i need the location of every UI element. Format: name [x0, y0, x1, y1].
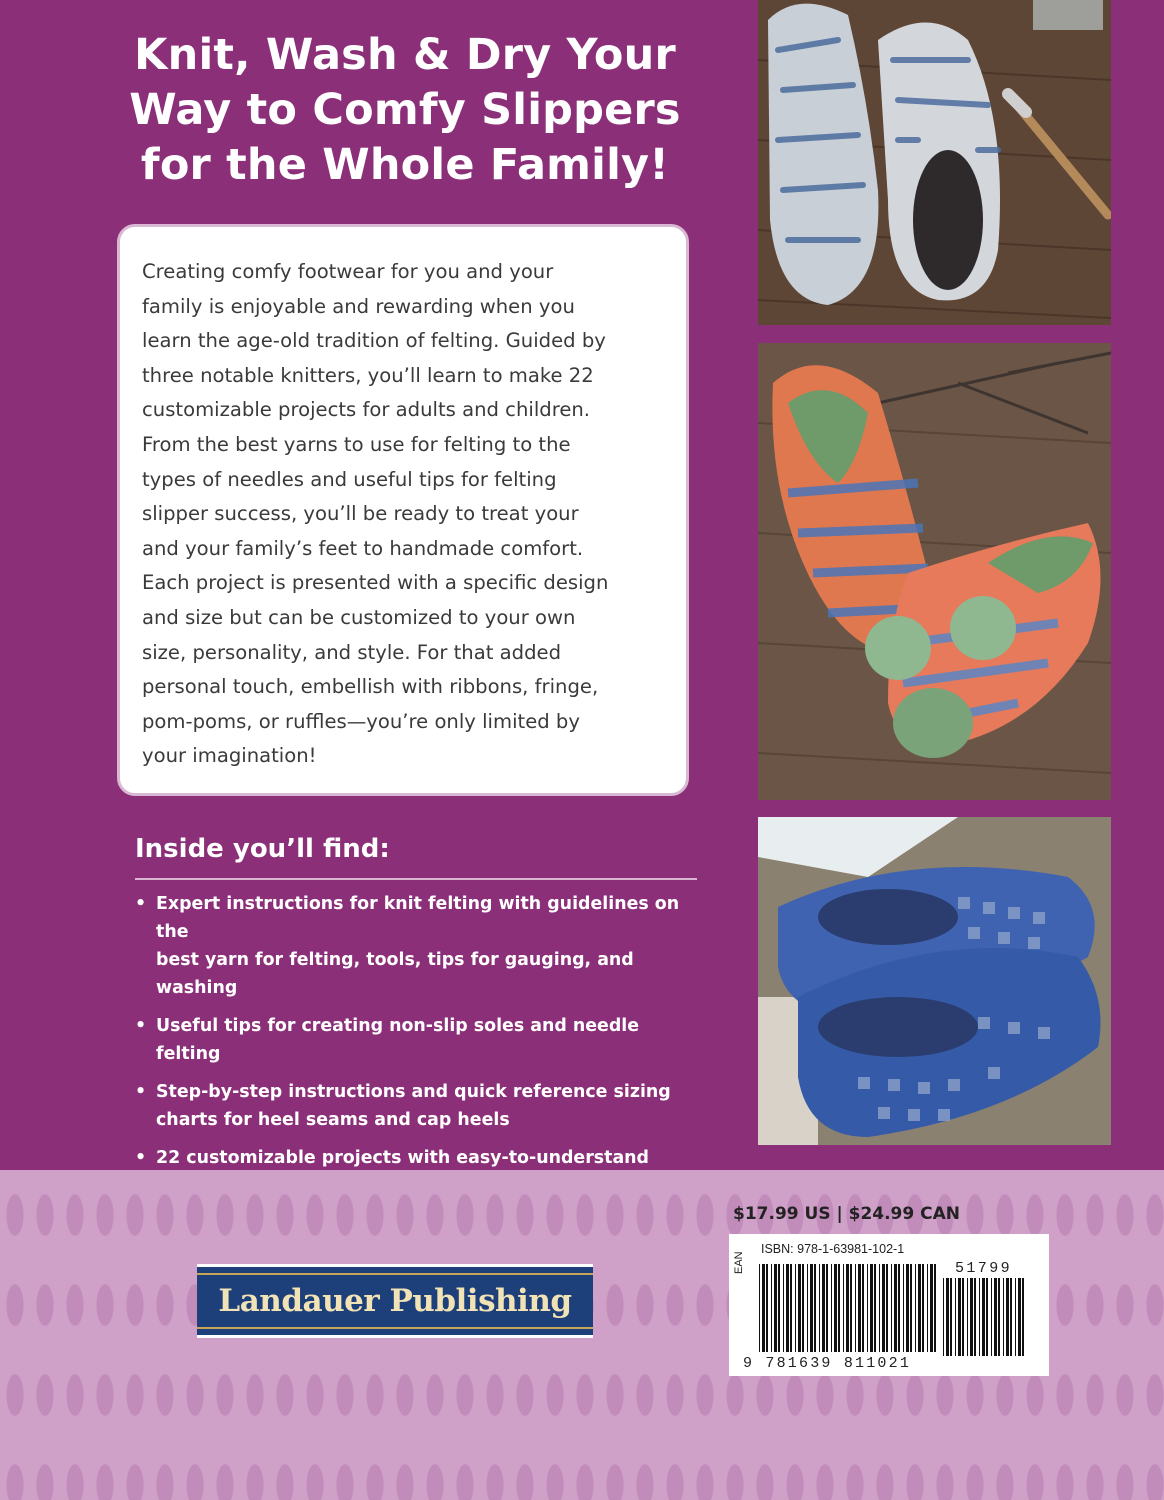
description-line: your imagination! — [142, 744, 317, 768]
feature-line: charts for heel seams and cap heels — [156, 1110, 510, 1130]
publisher-logo-border — [197, 1273, 593, 1329]
headline-line-2: Way to Comfy Slippers — [129, 85, 681, 135]
feature-line: 22 customizable projects with easy-to-understand — [156, 1148, 650, 1168]
feature-item — [135, 890, 705, 1002]
description-line: personal touch, embellish with ribbons, fringe, — [142, 675, 599, 699]
description-line: pom-poms, or ruffles—you’re only limited by — [142, 709, 580, 733]
description-line: and your family’s feet to handmade comfort. — [142, 536, 584, 560]
inside-divider — [135, 878, 697, 880]
bullet-icon: • — [135, 1016, 147, 1036]
description-line: types of needles and useful tips for felting — [142, 467, 557, 491]
price-label: $17.99 US | $24.99 CAN — [733, 1204, 960, 1224]
headline-line-3: for the Whole Family! — [140, 140, 670, 190]
bullet-icon: • — [135, 894, 147, 914]
headline-line-1: Knit, Wash & Dry Your — [134, 30, 676, 80]
description-line: size, personality, and style. For that added — [142, 640, 562, 664]
isbn-label: ISBN: 978-1-63981-102-1 — [761, 1242, 905, 1256]
description-line: Each project is presented with a specific design — [142, 571, 609, 595]
headline — [100, 28, 710, 193]
barcode — [729, 1234, 1049, 1376]
barcode-addon-digits: 51799 — [955, 1260, 1013, 1277]
description-box — [117, 224, 689, 796]
description-line: slipper success, you’ll be ready to treat your — [142, 502, 579, 526]
feature-item — [135, 1012, 705, 1068]
feature-line: Step-by-step instructions and quick reference sizing — [156, 1082, 671, 1102]
description-line: family is enjoyable and rewarding when you — [142, 294, 575, 318]
description-line: From the best yarns to use for felting to the — [142, 432, 571, 456]
barcode-main-bars — [759, 1264, 937, 1352]
inside-title: Inside you’ll find: — [135, 834, 390, 864]
photo-blue-check-slippers — [758, 817, 1111, 1145]
description-text — [142, 255, 682, 774]
bullet-icon: • — [135, 1148, 147, 1168]
barcode-digits: 9 781639 811021 — [743, 1355, 912, 1372]
feature-line: Expert instructions for knit felting with guidelines on the — [156, 894, 680, 942]
publisher-name: Landauer Publishing — [218, 1283, 572, 1319]
photo-striped-pompom-slippers — [758, 343, 1111, 800]
description-line: learn the age-old tradition of felting. Guided by — [142, 329, 606, 353]
description-line: three notable knitters, you’ll learn to make 22 — [142, 363, 594, 387]
feature-line: best yarn for felting, tools, tips for gauging, and washing — [156, 950, 634, 998]
feature-list — [135, 890, 705, 1210]
feature-line: Useful tips for creating non-slip soles and needle felting — [156, 1016, 640, 1064]
description-line: and size but can be customized to your own — [142, 605, 576, 629]
feature-item — [135, 1078, 705, 1134]
bullet-icon: • — [135, 1082, 147, 1102]
description-line: customizable projects for adults and children. — [142, 398, 591, 422]
photo-blue-white-slippers — [758, 0, 1111, 325]
ean-label: EAN — [733, 1251, 745, 1274]
barcode-addon-bars — [943, 1278, 1029, 1356]
publisher-logo — [197, 1264, 593, 1338]
description-line: Creating comfy footwear for you and your — [142, 260, 554, 283]
